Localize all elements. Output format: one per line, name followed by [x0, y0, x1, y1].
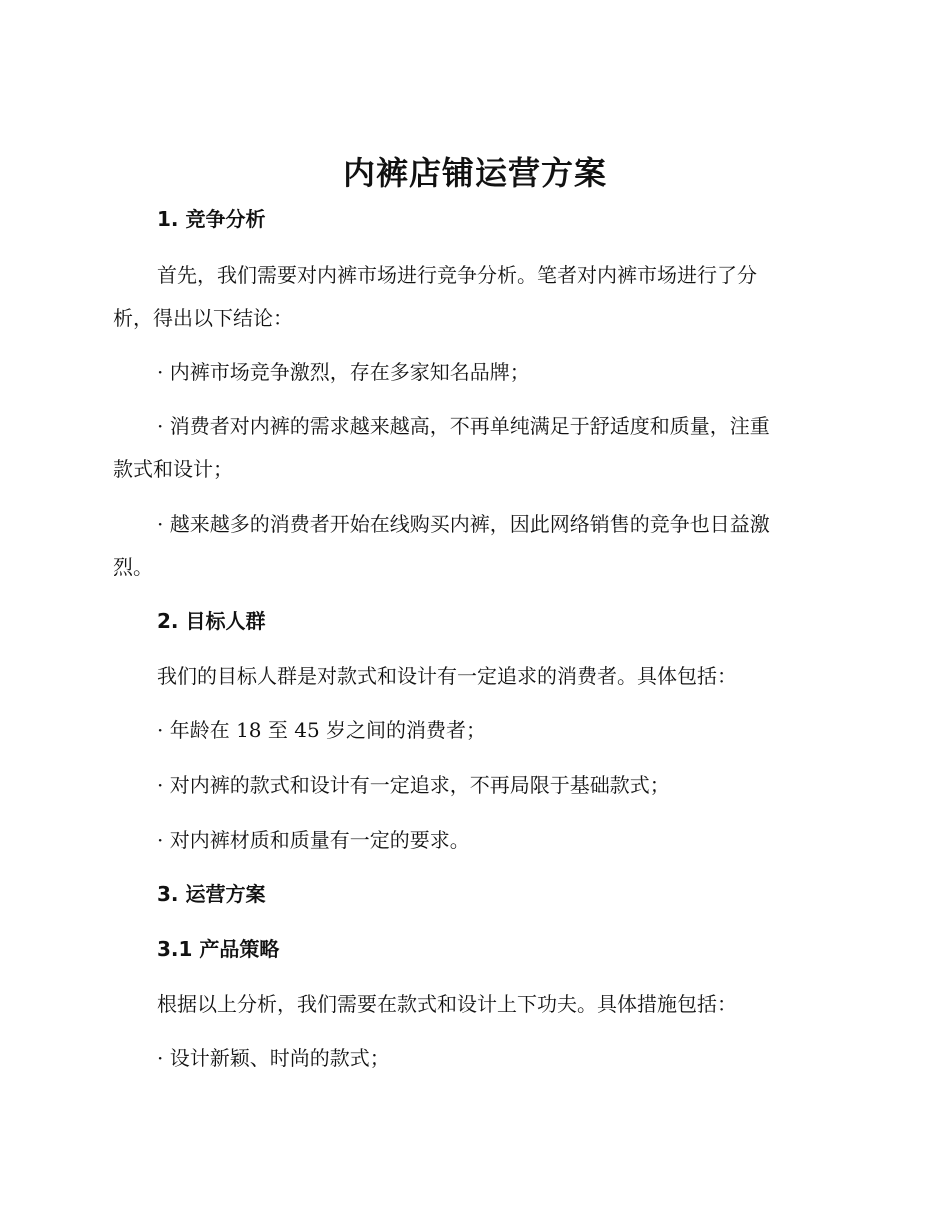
bullet-item: · 越来越多的消费者开始在线购买内裤，因此网络销售的竞争也日益激: [157, 512, 770, 536]
section-heading-operations: 3. 运营方案: [157, 882, 266, 906]
bullet-item: · 内裤市场竞争激烈，存在多家知名品牌；: [157, 360, 530, 384]
bullet-item: · 设计新颖、时尚的款式；: [157, 1046, 390, 1070]
bullet-item-continuation: 烈。: [113, 555, 153, 579]
document-title: 内裤店铺运营方案: [342, 154, 607, 192]
paragraph-line: 根据以上分析，我们需要在款式和设计上下功夫。具体措施包括：: [157, 992, 737, 1016]
bullet-item-continuation: 款式和设计；: [113, 457, 233, 481]
paragraph-line: 析，得出以下结论：: [113, 306, 293, 330]
bullet-item: · 对内裤材质和质量有一定的要求。: [157, 828, 470, 852]
section-heading-target-audience: 2. 目标人群: [157, 609, 266, 633]
paragraph-line: 首先，我们需要对内裤市场进行竞争分析。笔者对内裤市场进行了分: [157, 263, 757, 287]
bullet-item: · 对内裤的款式和设计有一定追求，不再局限于基础款式；: [157, 773, 670, 797]
bullet-item: · 年龄在 18 至 45 岁之间的消费者；: [157, 718, 487, 742]
paragraph-line: 我们的目标人群是对款式和设计有一定追求的消费者。具体包括：: [157, 664, 737, 688]
subsection-heading-product-strategy: 3.1 产品策略: [157, 937, 280, 961]
bullet-item: · 消费者对内裤的需求越来越高，不再单纯满足于舒适度和质量，注重: [157, 414, 770, 438]
section-heading-competition: 1. 竞争分析: [157, 207, 266, 231]
